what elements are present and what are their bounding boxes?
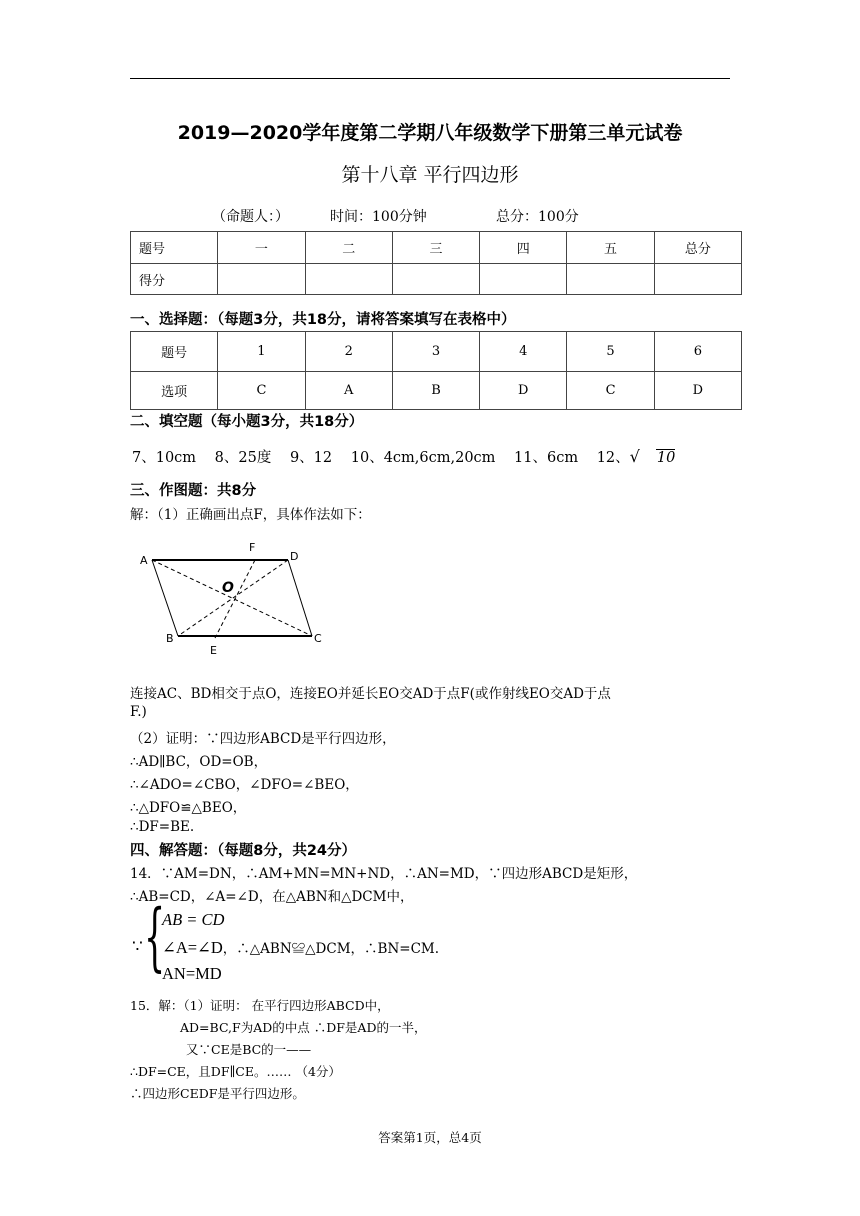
score-table <box>130 231 742 295</box>
section4-heading: 四、解答题：（每题8分，共24分） <box>130 843 357 859</box>
system-brace: { <box>144 894 166 980</box>
label-b: B <box>166 632 174 645</box>
answer-header-cell: 2 <box>305 332 392 372</box>
answer-header-cell: 题号 <box>131 332 218 372</box>
system-eq3: AN=MD <box>162 964 222 983</box>
section2-heading: 二、填空题（每小题3分，共18分） <box>130 414 364 430</box>
q15-line: 又∵CE是BC的一—— <box>186 1042 312 1057</box>
score-cell <box>654 264 741 295</box>
score-header-cell: 五 <box>567 232 654 264</box>
score-row-label: 得分 <box>131 264 218 295</box>
score-cell <box>567 264 654 295</box>
author-label: （命题人：） <box>212 209 289 225</box>
score-cell <box>480 264 567 295</box>
answer-cell: A <box>305 372 392 410</box>
construction-method-line2: F.) <box>130 704 147 720</box>
answer-header-cell: 4 <box>480 332 567 372</box>
score-cell <box>305 264 392 295</box>
proof-line: ∴△DFO≌△BEO， <box>130 800 247 816</box>
total-label: 总分：100分 <box>496 209 579 225</box>
fill-answer: 7、10cm <box>132 450 197 466</box>
parallelogram-figure <box>130 536 330 658</box>
score-header-cell: 二 <box>305 232 392 264</box>
label-e: E <box>210 644 217 657</box>
sqrt-radicand: 10 <box>656 450 676 466</box>
answer-table <box>130 331 742 410</box>
fill-answer: 10、4cm,6cm,20cm <box>350 450 496 466</box>
answer-cell: 选项 <box>131 372 218 410</box>
system-eq2-row <box>162 937 439 958</box>
construction-method-line1: 连接AC、BD相交于点O，连接EO并延长EO交AD于点F(或作射线EO交AD于点 <box>130 686 611 702</box>
page-footer: 答案第1页，总4页 <box>378 1130 482 1145</box>
diagonal-ac <box>152 560 312 636</box>
score-header-cell: 一 <box>218 232 305 264</box>
score-header-cell: 题号 <box>131 232 218 264</box>
section3-heading: 三、作图题：共8分 <box>130 483 257 499</box>
answer-header-cell: 6 <box>654 332 741 372</box>
side-dc <box>288 560 312 636</box>
score-header-cell: 总分 <box>654 232 741 264</box>
fill-answers <box>132 446 689 467</box>
system-eq2: ∠A=∠D <box>162 938 223 957</box>
proof-line: ∴DF=BE. <box>130 819 195 835</box>
diagonal-bd <box>178 560 288 636</box>
score-cell <box>392 264 479 295</box>
q14-line2: ∴AB=CD，∠A=∠D，在△ABN和△DCM中， <box>130 889 414 905</box>
fill-answer: 12、 <box>596 450 630 466</box>
header-rule <box>130 78 730 79</box>
q15-line: ∴四边形CEDF是平行四边形。 <box>130 1086 305 1101</box>
proof-line: ∴AD∥BC，OD=OB， <box>130 754 268 770</box>
sqrt-symbol: √ <box>629 447 640 466</box>
line-ef <box>215 560 255 638</box>
chapter-subtitle: 第十八章 平行四边形 <box>341 164 519 186</box>
fill-answer: 8、25度 <box>214 450 272 466</box>
q15-line: 15．解：（1）证明： 在平行四边形ABCD中， <box>130 998 390 1013</box>
score-cell <box>218 264 305 295</box>
score-header-cell: 四 <box>480 232 567 264</box>
system-eq1: AB = CD <box>162 910 225 929</box>
section1-heading: 一、选择题：（每题3分，共18分，请将答案填写在表格中） <box>130 312 516 328</box>
because-symbol: ∵ <box>132 937 143 957</box>
score-header-cell: 三 <box>392 232 479 264</box>
answer-header-cell: 3 <box>392 332 479 372</box>
answer-header-cell: 1 <box>218 332 305 372</box>
side-ab <box>152 560 178 636</box>
answer-header-cell: 5 <box>567 332 654 372</box>
system-conclusion: ，∴△ABN≌△DCM，∴BN=CM. <box>222 941 440 957</box>
q15-line: ∴DF=CE，且DF∥CE。…… （4分） <box>130 1064 341 1079</box>
answer-cell: C <box>567 372 654 410</box>
label-f: F <box>249 541 256 554</box>
label-d: D <box>290 550 299 563</box>
proof-line: （2）证明：∵四边形ABCD是平行四边形， <box>130 731 396 747</box>
label-a: A <box>140 554 148 567</box>
label-c: C <box>314 632 322 645</box>
answer-cell: C <box>218 372 305 410</box>
fill-answer: 11、6cm <box>514 450 579 466</box>
construction-intro: 解：（1）正确画出点F，具体作法如下： <box>130 507 371 523</box>
answer-cell: B <box>392 372 479 410</box>
answer-cell: D <box>654 372 741 410</box>
proof-line: ∴∠ADO=∠CBO，∠DFO=∠BEO， <box>130 777 359 793</box>
label-o: O <box>222 580 234 596</box>
q14-line1: 14．∵AM=DN，∴AM+MN=MN+ND，∴AN=MD，∵四边形ABCD是矩形， <box>130 866 638 882</box>
time-label: 时间：100分钟 <box>330 209 427 225</box>
q15-line: AD=BC,F为AD的中点 ∴DF是AD的一半， <box>180 1020 427 1035</box>
fill-answer: 9、12 <box>289 450 333 466</box>
page-title: 2019—2020学年度第二学期八年级数学下册第三单元试卷 <box>177 122 683 144</box>
answer-cell: D <box>480 372 567 410</box>
